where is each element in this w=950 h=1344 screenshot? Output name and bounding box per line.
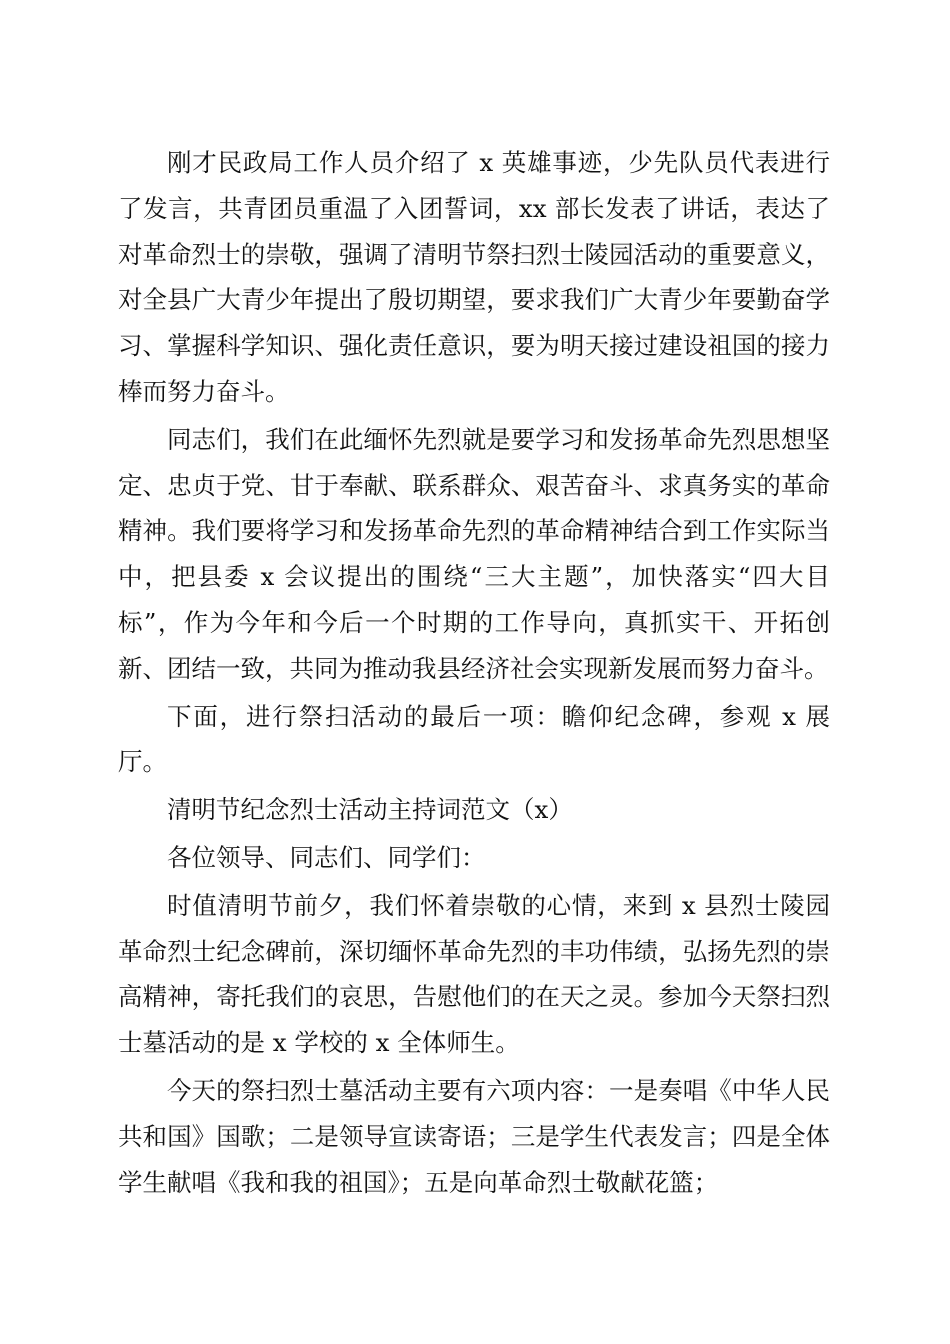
section-title: 清明节纪念烈士活动主持词范文（x） xyxy=(167,795,573,825)
document-page xyxy=(118,140,830,1207)
paragraph-revolutionary-spirit: 同志们，我们在此缅怀先烈就是要学习和发扬革命先烈思想坚定、忠贞于党、甘于奉献、联系群众、艰苦奋斗、求真务实的革命精神。我们要将学习和发扬革命先烈的革命精神结合到工作实际当中，把县委 x 会议提出的围绕“三大主题”，加快落实“四大目标”，作为今年和今后一个时期的工作导向，真抓实干、开拓创新、团结一致，共同为推动我县经济社会实现新发展而努力奋斗。 xyxy=(118,424,830,683)
paragraph-final-item: 下面，进行祭扫活动的最后一项：瞻仰纪念碑，参观 x 展厅。 xyxy=(118,701,830,777)
salutation: 各位领导、同志们、同学们： xyxy=(167,842,486,872)
paragraph-agenda: 今天的祭扫烈士墓活动主要有六项内容：一是奏唱《中华人民共和国》国歌；二是领导宣读寄语；三是学生代表发言；四是全体学生献唱《我和我的祖国》；五是向革命烈士敬献花篮； xyxy=(118,1075,830,1197)
paragraph-opening: 时值清明节前夕，我们怀着崇敬的心情，来到 x 县烈士陵园革命烈士纪念碑前，深切缅怀革命先烈的丰功伟绩，弘扬先烈的崇高精神，寄托我们的哀思，告慰他们的在天之灵。参加今天祭扫烈士墓活动的是 x 学校的 x 全体师生。 xyxy=(118,890,830,1058)
paragraph-speech-summary: 刚才民政局工作人员介绍了 x 英雄事迹，少先队员代表进行了发言，共青团员重温了入团誓词，xx 部长发表了讲话，表达了对革命烈士的崇敬，强调了清明节祭扫烈士陵园活动的重要意义，对全县广大青少年提出了殷切期望，要求我们广大青少年要勤奋学习、掌握科学知识、强化责任意识，要为明天接过建设祖国的接力棒而努力奋斗。 xyxy=(118,148,830,406)
